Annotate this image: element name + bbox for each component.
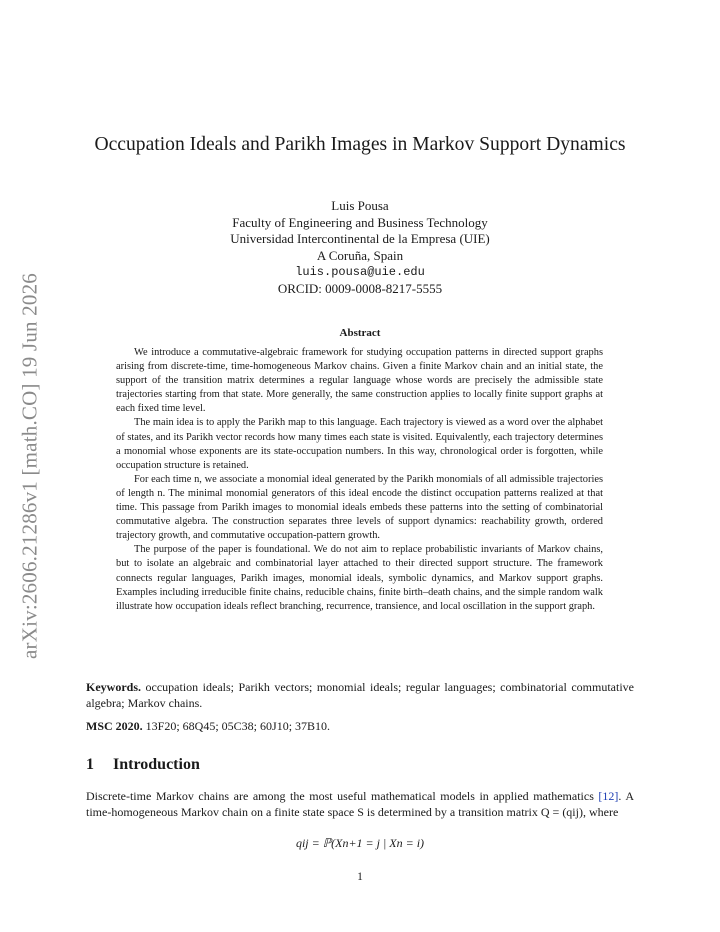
- author-name: Luis Pousa: [331, 198, 389, 213]
- arxiv-identifier: arXiv:2606.21286v1 [math.CO] 19 Jun 2026: [17, 273, 42, 659]
- abstract-paragraph: For each time n, we associate a monomial ideal generated by the Parikh monomials of all admissible trajectories of length n. The minimal monomial generators of this ideal encode the distinct occupation patterns realized at that time. This passage from Parikh images to monomial ideals embeds these patterns into the setting of combinatorial commutative algebra. The construction separates three levels of support dynamics: reachability growth, ordered trajectory growth, and commutative occupation-pattern growth.: [116, 473, 603, 542]
- transition-probability-equation: qij = ℙ(Xn+1 = j | Xn = i): [295, 836, 425, 850]
- keywords-text: occupation ideals; Parikh vectors; monomial ideals; regular languages; combinatorial commutative algebra; Markov chains.: [86, 680, 634, 710]
- abstract-body: [116, 346, 603, 614]
- section-title: Introduction: [113, 756, 200, 773]
- keywords-label: Keywords.: [86, 680, 141, 694]
- msc-label: MSC 2020.: [86, 719, 143, 733]
- page-number: 1: [357, 871, 363, 883]
- introduction-paragraph: [86, 788, 634, 820]
- abstract-heading: Abstract: [339, 327, 381, 339]
- section-number: 1: [86, 756, 94, 773]
- keywords-block: [86, 680, 634, 711]
- author-orcid: ORCID: 0009-0008-8217-5555: [277, 280, 443, 296]
- abstract-paragraph: We introduce a commutative-algebraic framework for studying occupation patterns in directed support graphs arising from discrete-time, time-homogeneous Markov chains. Given a finite Markov chain and an initial state, the support of the transition matrix determines a regular language whose words are precisely the admissible state trajectories starting from that state. More generally, the same construction applies to locally finite support graphs at each fixed time level.: [116, 347, 603, 415]
- affiliation-line-1: Faculty of Engineering and Business Technology: [232, 214, 488, 230]
- intro-text-before-citation: Discrete-time Markov chains are among the most useful mathematical models in applied mathematics: [86, 789, 599, 803]
- abstract-paragraph: The main idea is to apply the Parikh map to this language. Each trajectory is viewed as a word over the alphabet of states, and its Parikh vector records how many times each state is visited. Equivalently, each trajectory determines a monomial whose exponents are its state-occupation numbers. In this way, chronological order is forgotten, while occupation structure is retained.: [116, 417, 603, 471]
- section-heading: [86, 756, 634, 774]
- arxiv-sidebar-stamp: [10, 246, 50, 686]
- paper-title: Occupation Ideals and Parikh Images in Markov Support Dynamics: [94, 134, 626, 155]
- msc-block: [86, 719, 634, 735]
- author-block: [86, 198, 634, 297]
- abstract-paragraph: The purpose of the paper is foundational. We do not aim to replace probabilistic invariants of Markov chains, but to isolate an algebraic and combinatorial layer attached to their directed support structure. The framework connects regular languages, Parikh images, monomial ideals, symbolic dynamics, and Markov support graphs. Examples including irreducible finite chains, reducible chains, finite birth–death chains, and the simple random walk illustrate how occupation ideals reflect branching, recurrence, transience, and local oscillation in the support graph.: [116, 544, 603, 612]
- introduction-text: [86, 788, 634, 820]
- author-email[interactable]: luis.pousa@uie.edu: [295, 265, 425, 279]
- affiliation-line-2: Universidad Intercontinental de la Empresa (UIE): [230, 231, 490, 246]
- intro-text-after-citation: . A time-homogeneous Markov chain on a finite state space S is determined by a transition matrix Q = (qij), where: [86, 789, 634, 819]
- author-location: A Coruña, Spain: [316, 247, 404, 263]
- citation-link[interactable]: [12]: [598, 789, 619, 803]
- msc-codes: 13F20; 68Q45; 05C38; 60J10; 37B10.: [145, 719, 331, 733]
